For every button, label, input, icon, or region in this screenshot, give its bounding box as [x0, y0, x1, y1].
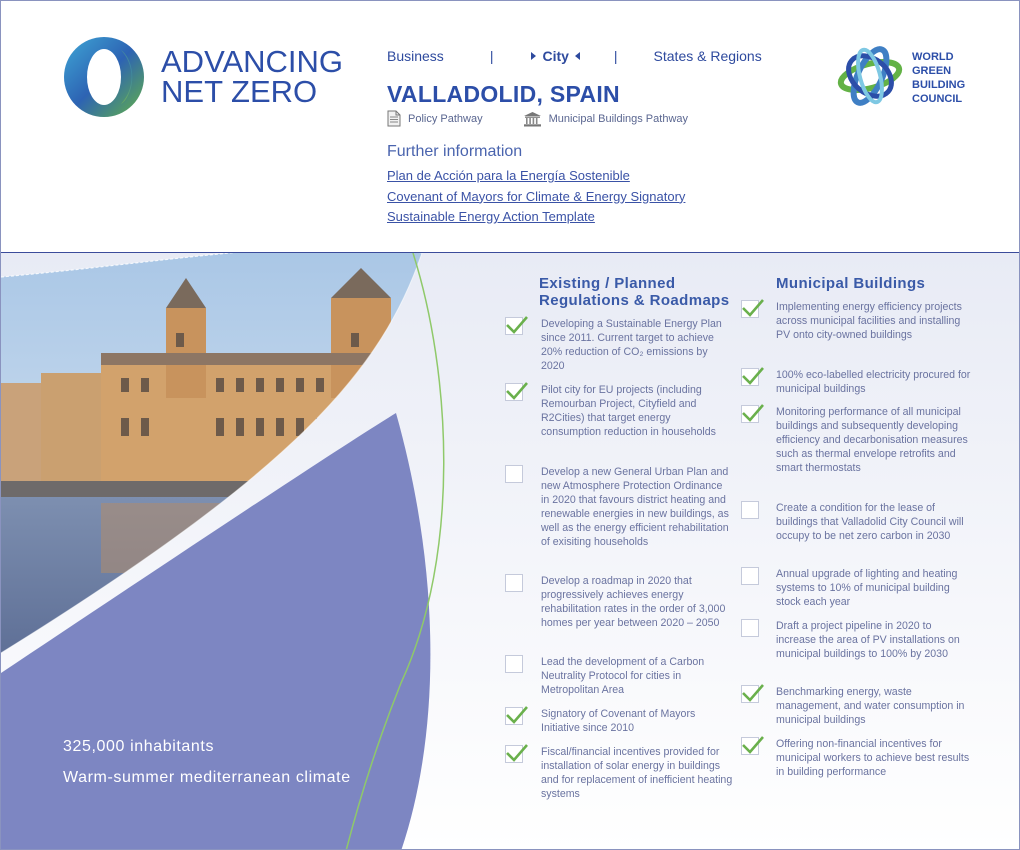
advancing-net-zero-logo-icon — [63, 36, 145, 118]
wgbc-line-2: GREEN — [912, 65, 952, 77]
checkbox[interactable] — [505, 655, 523, 673]
regulations-title-line-2: Regulations & Roadmaps — [539, 292, 730, 309]
header — [1, 1, 1020, 253]
checkbox[interactable] — [505, 574, 523, 592]
check-icon — [741, 296, 765, 320]
checkbox[interactable] — [505, 707, 523, 725]
check-icon — [505, 741, 529, 765]
link-sustainable-energy-template[interactable]: Sustainable Energy Action Template — [387, 209, 595, 224]
checkbox[interactable] — [741, 501, 759, 519]
list-item-text: Offering non-financial incentives for municipal workers to achieve best results in building performance — [776, 738, 970, 778]
checkbox[interactable] — [741, 567, 759, 585]
list-item-text: Develop a new General Urban Plan and new Atmosphere Protection Ordinance in 2020 that favours district heating and renewable energies in new buildings, as well as the energy efficient rehabilitation of exisiting households — [541, 466, 729, 548]
regulations-title-line-1: Existing / Planned — [539, 275, 676, 292]
link-covenant-of-mayors[interactable]: Covenant of Mayors for Climate & Energy Signatory — [387, 188, 686, 204]
link-sustainable-energy-plan[interactable]: Plan de Acción para la Energía Sostenible — [387, 168, 630, 183]
list-item-text: Benchmarking energy, waste management, and water consumption in municipal buildings — [776, 686, 965, 726]
inhabitants-stat: 325,000 inhabitants — [63, 738, 215, 755]
nav-separator: | — [489, 48, 494, 64]
check-icon — [741, 364, 765, 388]
municipal-column — [739, 275, 971, 778]
check-icon — [741, 401, 765, 425]
list-item-text: Pilot city for EU projects (including Remourban Project, Cityfield and R2Cities) that target energy consumption reduction in households — [541, 384, 716, 438]
checkbox[interactable] — [741, 368, 759, 386]
list-item-text: Fiscal/financial incentives provided for installation of solar energy in buildings and for replacement of inefficient heating systems — [541, 746, 733, 800]
nav-separator: | — [613, 48, 618, 64]
climate-stat: Warm-summer mediterranean climate — [63, 769, 351, 786]
wgbc-globe-logo-icon — [835, 43, 905, 109]
brand-line-2: NET ZERO — [161, 74, 318, 109]
further-information-links — [387, 166, 685, 228]
wgbc-wordmark — [912, 50, 965, 106]
list-item-text: Monitoring performance of all municipal buildings and subsequently developing efficiency and decarbonisation measures such as thermal envelope retrofits and smart thermostats — [776, 406, 968, 474]
check-icon — [741, 733, 765, 757]
wgbc-line-3: BUILDING — [912, 79, 966, 91]
municipal-pathway-link[interactable] — [523, 111, 688, 127]
nav-states-regions[interactable]: States & Regions — [653, 48, 762, 64]
check-icon — [505, 313, 529, 337]
regulations-title — [539, 275, 733, 309]
document-icon — [387, 110, 401, 127]
list-item-text: Create a condition for the lease of buildings that Valladolid City Council will occupy to be net zero carbon in 2030 — [776, 502, 964, 542]
list-item-text: Lead the development of a Carbon Neutrality Protocol for cities in Metropolitan Area — [541, 656, 705, 696]
list-item-text: Signatory of Covenant of Mayors Initiative since 2010 — [541, 708, 696, 734]
checkbox[interactable] — [741, 685, 759, 703]
top-nav — [387, 48, 762, 64]
checkbox[interactable] — [741, 737, 759, 755]
checkbox[interactable] — [741, 405, 759, 423]
checkbox[interactable] — [741, 300, 759, 318]
check-icon — [505, 703, 529, 727]
page-title: VALLADOLID, SPAIN — [387, 81, 620, 107]
triangle-left-icon — [575, 52, 580, 60]
brand-line-1: ADVANCING — [161, 44, 344, 79]
checkbox[interactable] — [505, 383, 523, 401]
check-icon — [741, 681, 765, 705]
pathway-links — [387, 110, 688, 127]
nav-city-label: City — [542, 48, 569, 64]
checkbox[interactable] — [505, 745, 523, 763]
city-stats — [63, 731, 351, 793]
list-item-text: Annual upgrade of lighting and heating systems to 10% of municipal building stock each year — [776, 568, 958, 608]
building-icon — [523, 111, 542, 127]
list-item-text: Draft a project pipeline in 2020 to increase the area of PV installations on municipal buildings to 100% by 2030 — [776, 620, 960, 660]
check-icon — [505, 379, 529, 403]
municipal-pathway-label: Municipal Buildings Pathway — [548, 112, 689, 125]
wgbc-line-1: WORLD — [912, 51, 954, 63]
policy-pathway-link[interactable] — [387, 110, 483, 127]
regulations-column — [503, 275, 733, 800]
list-item-text: Implementing energy efficiency projects across municipal facilities and installing PV onto city-owned buildings — [776, 301, 962, 341]
lower-section — [1, 253, 1020, 850]
checkbox[interactable] — [505, 465, 523, 483]
triangle-right-icon — [531, 52, 536, 60]
nav-city[interactable] — [531, 48, 579, 64]
list-item-text: Develop a roadmap in 2020 that progressively achieves energy rehabilitation rates in the order of 3,000 homes per year between 2020 – 2050 — [541, 575, 726, 629]
checkbox[interactable] — [505, 317, 523, 335]
municipal-title: Municipal Buildings — [776, 275, 926, 292]
list-item-text: 100% eco-labelled electricity procured for municipal buildings — [776, 369, 971, 395]
advancing-net-zero-title — [161, 44, 344, 109]
wgbc-line-4: COUNCIL — [912, 93, 963, 105]
policy-pathway-label: Policy Pathway — [408, 112, 483, 125]
further-information-title: Further information — [387, 143, 523, 160]
list-item-text: Developing a Sustainable Energy Plan since 2011. Current target to achieve 20% reduction of CO₂ emissions by 2020 — [541, 318, 722, 372]
checkbox[interactable] — [741, 619, 759, 637]
nav-business[interactable]: Business — [387, 48, 444, 64]
